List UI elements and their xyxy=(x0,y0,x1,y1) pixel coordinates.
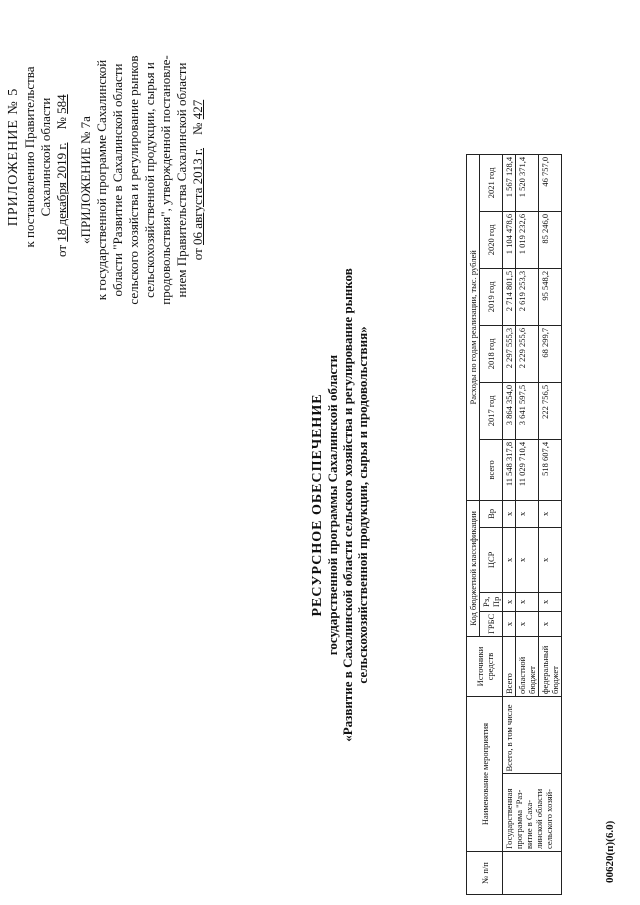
cell-source: федеральный бюджет xyxy=(539,637,562,697)
cell-source: Всего xyxy=(503,637,516,697)
header-year-2020: 2020 год xyxy=(480,211,503,268)
heading-line4: сельскохозяйственной продукции, сырья и продовольствия» xyxy=(355,326,370,684)
cell-2019: 2 619 253,3 xyxy=(516,268,539,325)
appendix-5-block xyxy=(6,37,70,277)
appendix-5-number: 584 xyxy=(54,94,69,114)
cell-total: 11 029 710,4 xyxy=(516,439,539,500)
header-expenses: Расходы по годам реализации, тыс. рублей xyxy=(467,154,480,500)
cell-2021: 1 520 371,4 xyxy=(516,154,539,211)
footer-code: 00620(п)(6.0) xyxy=(604,820,616,883)
header-kbk: Код бюджетной классификации xyxy=(467,500,480,636)
appendix-7a-line2: области "Развитие в Сахалинской области xyxy=(110,63,125,297)
header-vr: Вр xyxy=(480,500,503,527)
cell-num xyxy=(503,852,562,895)
appendix-7a-date: 06 августа 2013 г. xyxy=(190,147,205,245)
appendix-7a-number: 427 xyxy=(190,99,205,120)
heading-line2: государственной программы Сахалинской области xyxy=(325,354,340,656)
cell-csr: x xyxy=(539,527,562,592)
appendix-5-num-prefix: № xyxy=(54,117,69,130)
appendix-7a-date-prefix: от xyxy=(190,248,205,261)
cell-total: 11 548 317,8 xyxy=(503,439,516,500)
cell-csr: x xyxy=(516,527,539,592)
header-total: всего xyxy=(480,439,503,500)
cell-grbs: x xyxy=(539,611,562,636)
header-num: № п/п xyxy=(467,852,503,895)
cell-2018: 2 297 555,3 xyxy=(503,325,516,382)
cell-grbs: x xyxy=(503,611,516,636)
table-row xyxy=(503,154,516,894)
appendix-7a-line6: нием Правительства Сахалинской области xyxy=(174,62,189,298)
header-year-2017: 2017 год xyxy=(480,382,503,439)
cell-source: областной бюджет xyxy=(516,637,539,697)
cell-rzpr: x xyxy=(503,592,516,611)
cell-2019: 2 714 801,5 xyxy=(503,268,516,325)
appendix-7a-line4: сельскохозяйственной продукции, сырья и xyxy=(142,62,157,298)
header-name: Наименование мероприятия xyxy=(467,697,503,852)
appendix-7a-num-prefix: № xyxy=(190,122,205,135)
cell-program-name: Государственная программа "Раз-витие в Саха-линской области сельского хозяй- xyxy=(503,774,562,852)
header-grbs: ГРБС xyxy=(480,611,503,636)
appendix-5-date-prefix: от xyxy=(54,244,69,257)
cell-total: 518 607,4 xyxy=(539,439,562,500)
cell-2017: 3 641 597,5 xyxy=(516,382,539,439)
appendix-7a-date-row xyxy=(190,15,206,345)
appendix-5-date: 18 декабря 2019 г. xyxy=(54,142,69,242)
cell-csr: x xyxy=(503,527,516,592)
appendix-7a-title: «ПРИЛОЖЕНИЕ № 7а xyxy=(78,116,93,244)
cell-vr: x xyxy=(516,500,539,527)
cell-2018: 68 299,7 xyxy=(539,325,562,382)
table-header-row-1 xyxy=(467,154,480,894)
appendix-5-title: ПРИЛОЖЕНИЕ № 5 xyxy=(6,87,21,227)
header-csr: ЦСР xyxy=(480,527,503,592)
appendix-5-line1: к постановлению Правительства xyxy=(22,66,37,248)
cell-2020: 85 246,0 xyxy=(539,211,562,268)
cell-2021: 1 567 128,4 xyxy=(503,154,516,211)
heading-line3: «Развитие в Сахалинской области сельского хозяйства и регулирование рынков xyxy=(340,268,355,742)
cell-2018: 2 229 255,6 xyxy=(516,325,539,382)
cell-2021: 46 757,0 xyxy=(539,154,562,211)
cell-grbs: x xyxy=(516,611,539,636)
resource-table xyxy=(466,154,562,895)
cell-vr: x xyxy=(503,500,516,527)
appendix-7a-line3: сельского хозяйства и регулирование рынков xyxy=(126,55,141,305)
header-rzpr: Рз, Пр xyxy=(480,592,503,611)
cell-2020: 1 019 232,6 xyxy=(516,211,539,268)
heading-title: РЕСУРСНОЕ ОБЕСПЕЧЕНИЕ xyxy=(310,393,325,617)
appendix-7a-line5: продовольствия", утвержденной постановле- xyxy=(158,55,173,305)
header-source: Источники средств xyxy=(467,637,503,697)
cell-rzpr: x xyxy=(539,592,562,611)
appendix-5-line2: Сахалинской области xyxy=(38,97,53,217)
document-heading xyxy=(310,245,370,765)
header-year-2021: 2021 год xyxy=(480,154,503,211)
cell-2020: 1 104 478,6 xyxy=(503,211,516,268)
header-year-2018: 2018 год xyxy=(480,325,503,382)
header-year-2019: 2019 год xyxy=(480,268,503,325)
cell-2017: 3 864 354,0 xyxy=(503,382,516,439)
appendix-7a-line1: к государственной программе Сахалинской xyxy=(94,59,109,301)
cell-2017: 222 756,5 xyxy=(539,382,562,439)
cell-2019: 95 548,2 xyxy=(539,268,562,325)
cell-rzpr: x xyxy=(516,592,539,611)
cell-scope: Всего, в том числе xyxy=(503,697,562,775)
cell-vr: x xyxy=(539,500,562,527)
appendix-5-date-row xyxy=(54,37,70,277)
appendix-7a-block xyxy=(78,15,206,345)
